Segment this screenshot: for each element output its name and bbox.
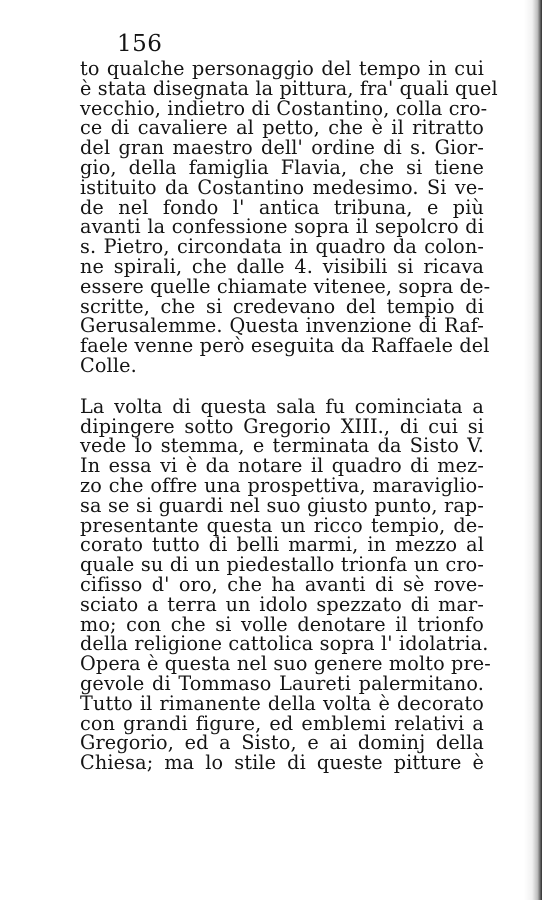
text-line: Tutto il rimanente della volta è decorato [80,691,484,715]
text-line: Gregorio, ed a Sisto, e ai dominj della [80,731,484,755]
text-line: sa se si guardi nel suo giusto punto, rap- [80,493,484,517]
text-line: della religione cattolica sopra l' idolatria. [80,632,489,656]
text-line: avanti la confessione sopra il sepolcro di [80,215,484,239]
text-line: è stata disegnata la pittura, fra' quali quel [80,76,498,100]
text-line: quale su di un piedestallo trionfa un cro- [80,553,484,577]
text-line: del gran maestro dell' ordine di s. Gior- [80,136,484,160]
paragraph [80,57,498,377]
page-text [80,57,498,775]
page-number: 156 [117,31,163,57]
page-edge-shadow [524,0,542,900]
text-line: con grandi figure, ed emblemi relativi a [80,711,484,735]
text-line: s. Pietro, circondata in quadro da colon- [80,235,484,259]
text-line: presentante questa un ricco tempio, de- [80,513,484,537]
text-line: zo che offre una prospettiva, maraviglio- [80,473,484,497]
text-line: vede lo stemma, e terminata da Sisto V. [80,434,484,458]
text-line: sciato a terra un idolo spezzato di mar- [80,592,484,616]
text-line: scritte, che si credevano del tempio di [80,294,484,318]
text-line: dipingere sotto Gregorio XIII., di cui si [80,414,484,438]
text-line: ce di cavaliere al petto, che è il ritratto [80,116,484,140]
text-line: Opera è questa nel suo genere molto pre- [80,652,491,676]
text-line: mo; con che si volle denotare il trionfo [80,612,484,636]
text-line: vecchio, indietro di Costantino, colla cro- [80,96,488,120]
text-line: essere quelle chiamate vitenee, sopra de- [80,274,491,298]
paragraph-gap [80,376,484,397]
text-line: La volta di questa sala fu cominciata a [80,394,484,418]
text-line: In essa vi è da notare il quadro di mez- [80,454,484,478]
text-line: faele venne però eseguita da Raffaele del [80,334,490,358]
text-line: corato tutto di belli marmi, in mezzo al [80,533,484,557]
text-line: Chiesa; ma lo stile di queste pitture è [80,751,484,775]
text-line: Gerusalemme. Questa invenzione di Raf- [80,314,484,338]
text-line: ne spirali, che dalle 4. visibili si ricava [80,254,484,278]
text-line: to qualche personaggio del tempo in cui [80,57,484,80]
text-line: cifisso d' oro, che ha avanti di sè rove- [80,572,484,596]
text-line: istituito da Costantino medesimo. Si ve- [80,175,484,199]
text-line: gevole di Tommaso Laureti palermitano. [80,671,484,695]
paragraph [80,394,491,775]
text-line: Colle. [80,353,137,377]
text-line: gio, della famiglia Flavia, che si tiene [80,155,484,179]
text-line: de nel fondo l' antica tribuna, e più [80,195,484,219]
